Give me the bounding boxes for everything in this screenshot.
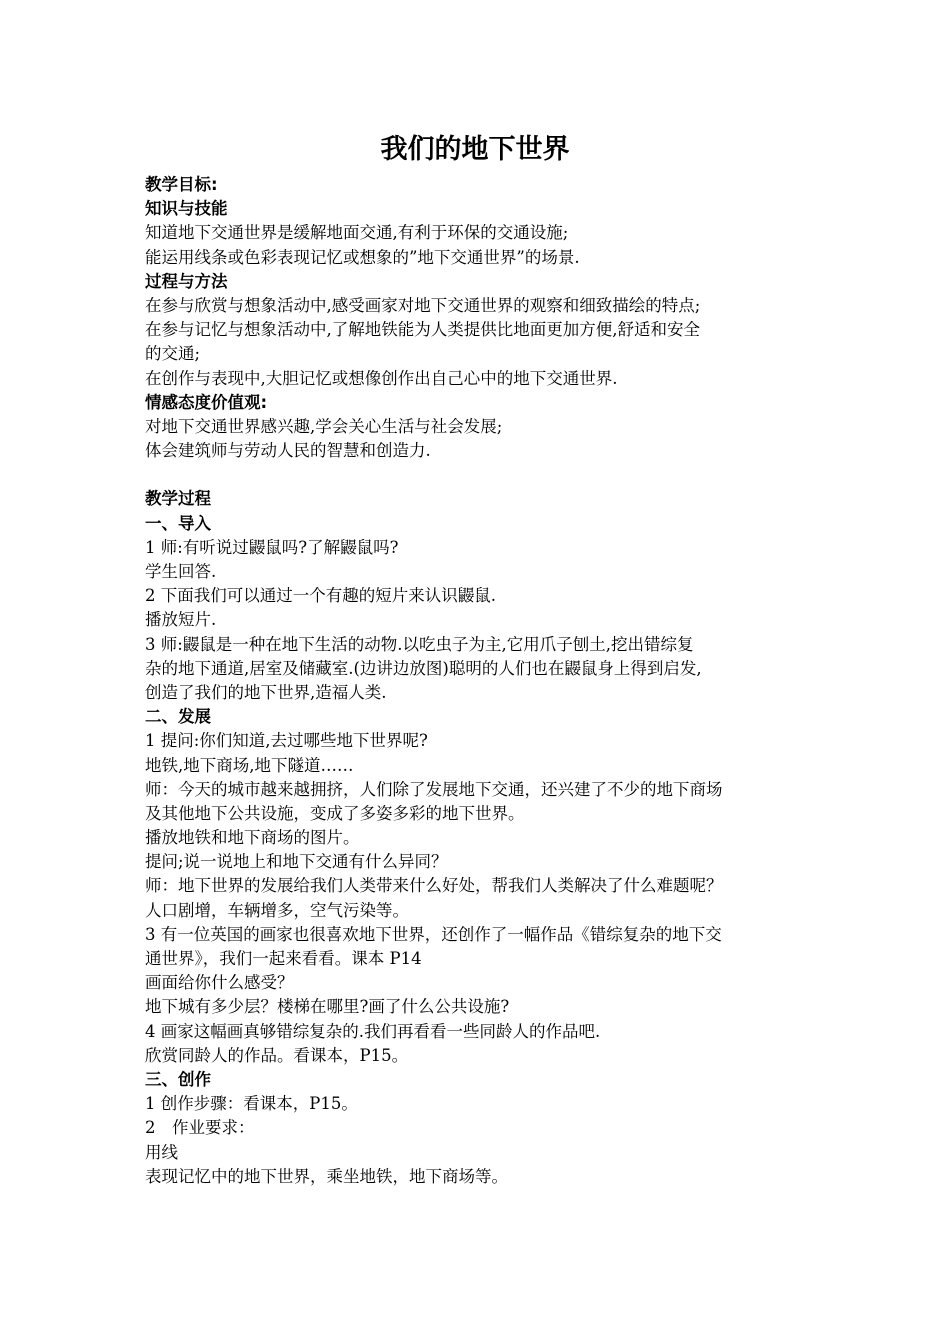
paragraph-line: 师：地下世界的发展给我们人类带来什么好处，帮我们人类解决了什么难题呢？: [145, 876, 723, 896]
paragraph-line: 2 作业要求：: [145, 1118, 255, 1138]
paragraph-line: 3 有一位英国的画家也很喜欢地下世界，还创作了一幅作品《错综复杂的地下交: [145, 924, 722, 944]
paragraph-line: 体会建筑师与劳动人民的智慧和创造力.: [145, 441, 431, 461]
paragraph-line: 在参与记忆与想象活动中,了解地铁能为人类提供比地面更加方便,舒适和安全: [145, 320, 700, 340]
paragraph-line: 4 画家这幅画真够错综复杂的.我们再看看一些同龄人的作品吧.: [145, 1021, 601, 1041]
procedure-heading: 教学过程: [145, 489, 211, 509]
paragraph-line: 播放地铁和地下商场的图片。: [145, 828, 360, 848]
paragraph-line: 表现记忆中的地下世界，乘坐地铁，地下商场等。: [145, 1166, 508, 1186]
document-body: [145, 173, 817, 1189]
paragraph-line: 创造了我们的地下世界,造福人类.: [145, 682, 387, 702]
create-heading: 三、创作: [145, 1069, 211, 1089]
intro-heading: 一、导入: [145, 513, 211, 533]
process-heading: 过程与方法: [145, 271, 228, 291]
paragraph-line: 师：今天的城市越来越拥挤，人们除了发展地下交通，还兴建了不少的地下商场: [145, 779, 723, 799]
paragraph-line: 1 创作步骤：看课本，P15。: [145, 1094, 358, 1114]
paragraph-line: 1 师:有听说过鼹鼠吗?了解鼹鼠吗?: [145, 537, 399, 557]
paragraph-line: 在创作与表现中,大胆记忆或想像创作出自己心中的地下交通世界.: [145, 368, 618, 388]
knowledge-heading: 知识与技能: [145, 199, 228, 219]
paragraph-line: 学生回答.: [145, 562, 217, 581]
paragraph-line: 地下城有多少层？楼梯在哪里?画了什么公共设施?: [145, 997, 510, 1017]
develop-heading: 二、发展: [145, 707, 211, 727]
paragraph-line: 播放短片.: [145, 610, 217, 630]
paragraph-line: 在参与欣赏与想象活动中,感受画家对地下交通世界的观察和细致描绘的特点;: [145, 295, 701, 315]
paragraph-line: 的交通;: [145, 344, 201, 364]
paragraph-line: 地铁,地下商场,地下隧道……: [145, 755, 354, 775]
paragraph-line: 2 下面我们可以通过一个有趣的短片来认识鼹鼠.: [145, 586, 496, 606]
paragraph-line: 及其他地下公共设施，变成了多姿多彩的地下世界。: [145, 803, 525, 823]
paragraph-line: 用线: [145, 1142, 178, 1162]
paragraph-line: 杂的地下通道,居室及储藏室.(边讲边放图)聪明的人们也在鼹鼠身上得到启发,: [145, 658, 702, 678]
paragraph-line: 能运用线条或色彩表现记忆或想象的”地下交通世界”的场景.: [145, 247, 580, 267]
paragraph-line: 提问;说一说地上和地下交通有什么异同？: [145, 852, 448, 872]
objectives-heading: 教学目标:: [145, 175, 218, 194]
paragraph-line: 通世界》，我们一起来看看。课本 P14: [145, 949, 422, 968]
document-title: 我们的地下世界: [380, 134, 570, 165]
values-heading: 情感态度价值观:: [145, 392, 268, 412]
paragraph-line: 人口剧增，车辆增多，空气污染等。: [145, 900, 409, 920]
paragraph-line: 欣赏同龄人的作品。看课本，P15。: [145, 1045, 409, 1065]
paragraph-line: 对地下交通世界感兴趣,学会关心生活与社会发展;: [145, 416, 503, 436]
blank-line: [145, 463, 817, 487]
paragraph-line: 3 师:鼹鼠是一种在地下生活的动物.以吃虫子为主,它用爪子刨土,挖出错综复: [145, 634, 694, 654]
paragraph-line: 1 提问:你们知道,去过哪些地下世界呢?: [145, 731, 428, 751]
paragraph-line: 知道地下交通世界是缓解地面交通,有利于环保的交通设施;: [145, 223, 569, 243]
paragraph-line: 画面给你什么感受？: [145, 973, 294, 993]
